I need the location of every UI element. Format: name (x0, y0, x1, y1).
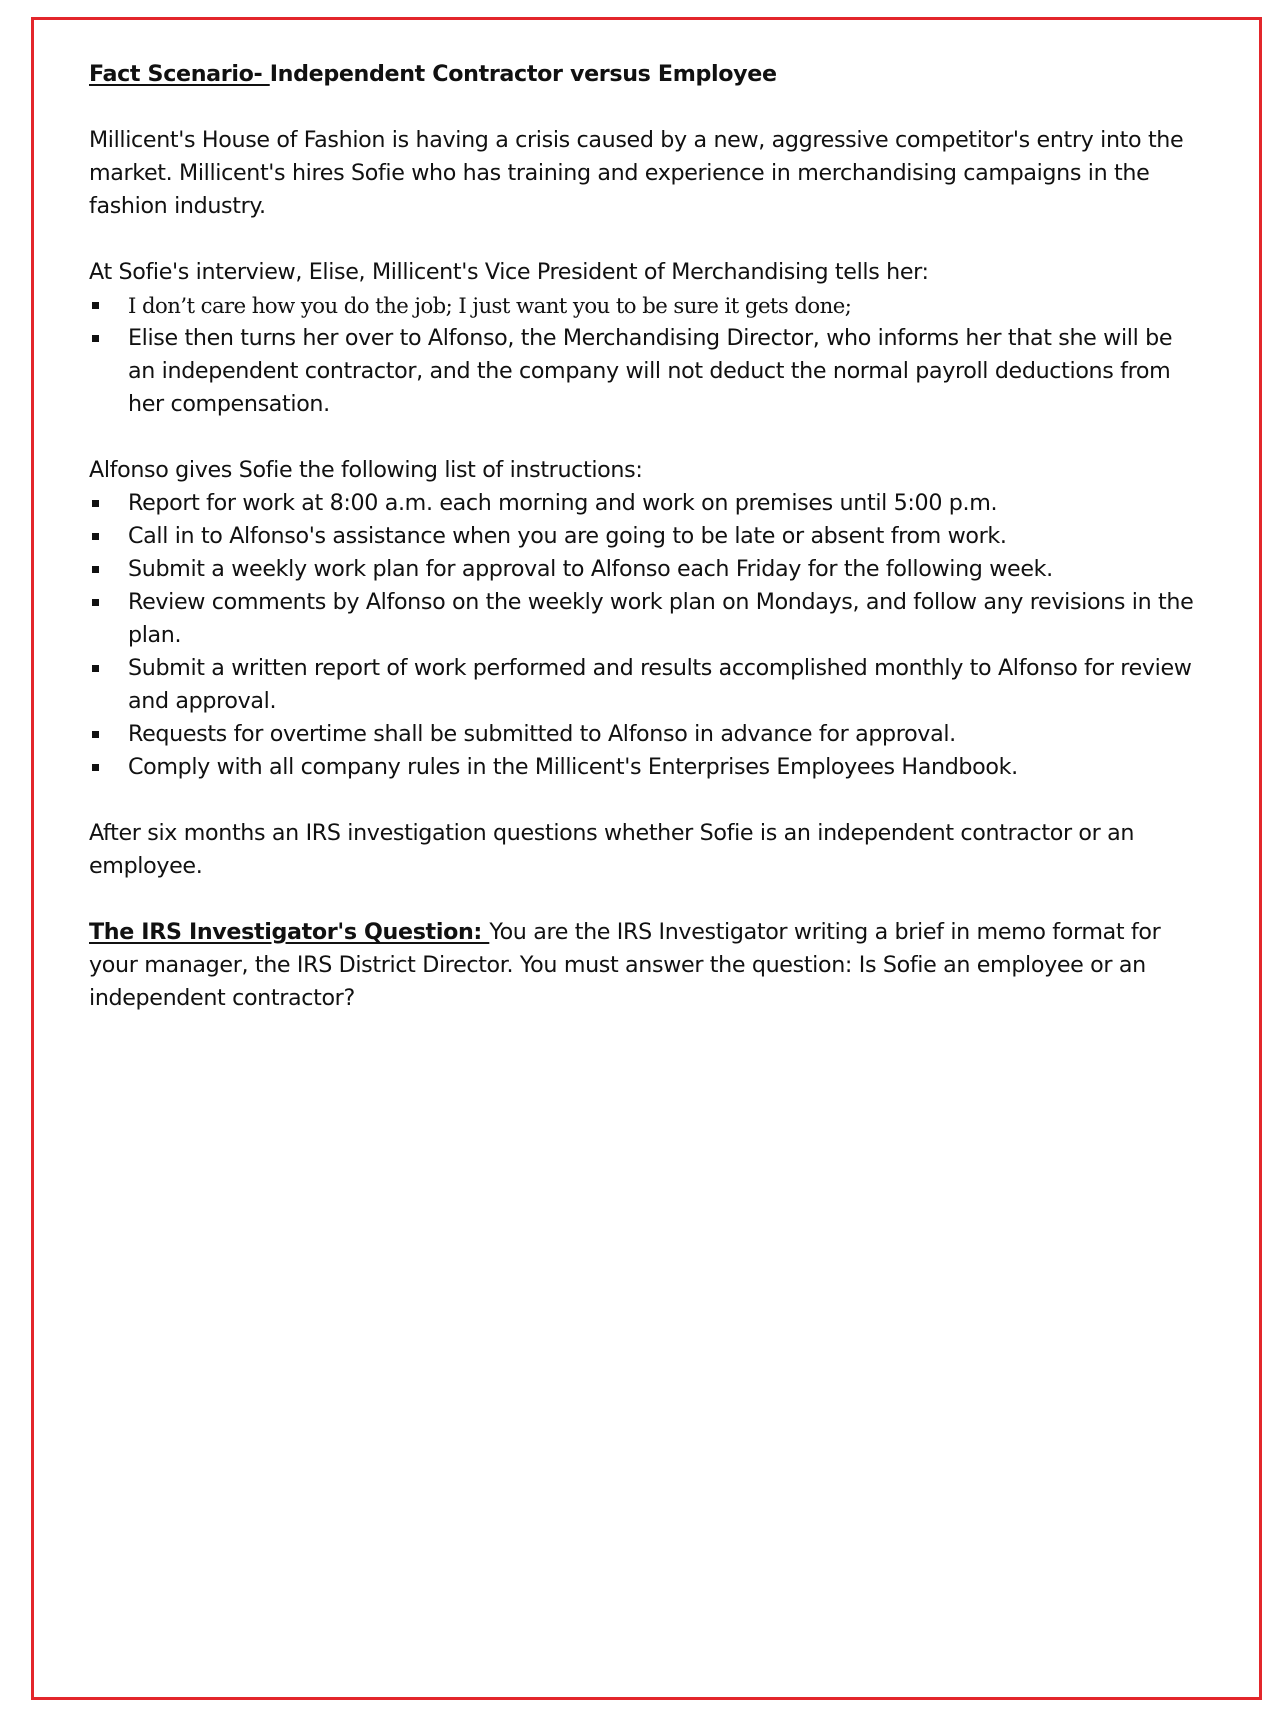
square-bullet-icon (92, 566, 99, 573)
list-item (89, 652, 1199, 718)
square-bullet-icon (92, 335, 99, 342)
square-bullet-icon (92, 302, 99, 309)
list-item-text: I don’t care how you do the job; I just want you to be sure it gets done; (128, 293, 852, 318)
square-bullet-icon (92, 665, 99, 672)
intro-paragraph: Millicent's House of Fashion is having a crisis caused by a new, aggressive competitor's entry into the market. Millicent's hires Sofie who has training and experience in merchandising campaigns in the fashion industry. (89, 127, 1184, 219)
document-body (89, 58, 1199, 1015)
document-title (89, 58, 1199, 91)
square-bullet-icon (92, 731, 99, 738)
list-item (89, 751, 1199, 784)
square-bullet-icon (92, 533, 99, 540)
list-item (89, 322, 1199, 421)
instructions-lead: Alfonso gives Sofie the following list of instructions: (89, 457, 643, 483)
question-text: You are the IRS Investigator writing a brief in memo format for your manager, the IRS District Director. You must answer the question: Is Sofie an employee or an independent contractor? (89, 919, 1161, 1011)
list-item (89, 487, 1199, 520)
question-label: The IRS Investigator's Question: (89, 919, 490, 945)
interview-list (89, 289, 1199, 421)
list-item-text: Review comments by Alfonso on the weekly work plan on Mondays, and follow any revisions in the plan. (128, 589, 1194, 648)
list-item (89, 718, 1199, 751)
list-item-text: Submit a weekly work plan for approval to Alfonso each Friday for the following week. (128, 556, 1053, 582)
title-underlined-part: Fact Scenario- (89, 61, 270, 87)
question-paragraph (89, 916, 1199, 1015)
list-item-text: Elise then turns her over to Alfonso, the Merchandising Director, who informs her that she will be an independent contractor, and the company will not deduct the normal payroll deductions from her compensation. (128, 325, 1173, 417)
investigation-paragraph: After six months an IRS investigation questions whether Sofie is an independent contractor or an employee. (89, 820, 1135, 879)
list-item-text: Comply with all company rules in the Millicent's Enterprises Employees Handbook. (128, 754, 1018, 780)
square-bullet-icon (92, 599, 99, 606)
list-item (89, 553, 1199, 586)
square-bullet-icon (92, 764, 99, 771)
interview-lead: At Sofie's interview, Elise, Millicent's Vice President of Merchandising tells her: (89, 259, 929, 285)
square-bullet-icon (92, 500, 99, 507)
list-item-text: Requests for overtime shall be submitted to Alfonso in advance for approval. (128, 721, 956, 747)
list-item-text: Submit a written report of work performed and results accomplished monthly to Alfonso for review and approval. (128, 655, 1192, 714)
list-item-text: Call in to Alfonso's assistance when you are going to be late or absent from work. (128, 523, 1007, 549)
list-item (89, 586, 1199, 652)
title-rest: Independent Contractor versus Employee (269, 61, 777, 87)
list-item (89, 289, 1199, 322)
instructions-list (89, 487, 1199, 784)
list-item (89, 520, 1199, 553)
list-item-text: Report for work at 8:00 a.m. each morning and work on premises until 5:00 p.m. (128, 490, 998, 516)
